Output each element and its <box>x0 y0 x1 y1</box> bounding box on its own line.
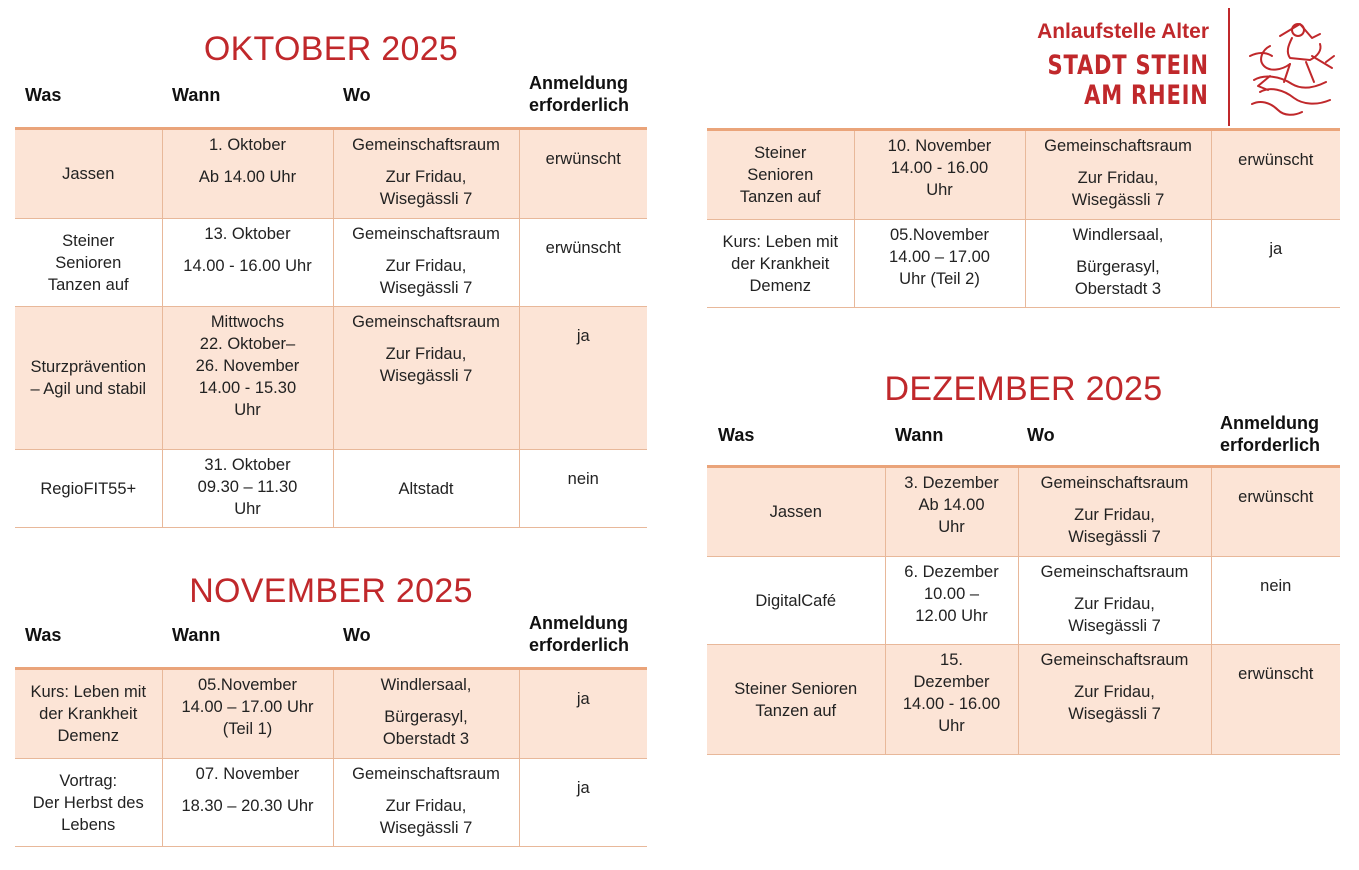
cell-was <box>15 219 162 307</box>
cell-wann <box>162 759 333 847</box>
cell-text-line: 31. Oktober <box>204 456 291 474</box>
cell-text-line: der Krankheit <box>39 705 138 723</box>
cell-wo <box>1018 467 1211 557</box>
cell-text-line: Jassen <box>62 165 115 183</box>
cell-text-line: 14.00 - 15.30 <box>198 379 297 397</box>
header-anmeldung: Anmeldung <box>529 613 628 633</box>
table-oktober <box>15 127 647 528</box>
cell-wann <box>162 450 333 528</box>
cell-text-line: Zur Fridau, <box>385 168 467 186</box>
logo-city-line-2: AM RHEIN <box>1084 80 1209 111</box>
cell-text-line: Gemeinschaftsraum <box>1040 474 1189 492</box>
cell-text-line: Ab 14.00 <box>918 496 985 514</box>
cell-wo <box>333 129 519 219</box>
cell-wo <box>333 759 519 847</box>
header-wann: Wann <box>895 425 944 445</box>
cell-text-line: Uhr <box>938 717 965 735</box>
cell-text-line: 05.November <box>889 226 990 244</box>
cell-text-line: Wisegässli 7 <box>1068 705 1161 723</box>
cell-text-line: DigitalCafé <box>755 591 837 610</box>
cell-text-line: 14.00 – 17.00 Uhr <box>181 698 314 716</box>
cell-text-line: Gemeinschaftsraum <box>1040 651 1189 669</box>
cell-text-line: Kurs: Leben mit <box>30 683 147 701</box>
cell-text-line: ja <box>1269 240 1283 258</box>
table-row <box>707 130 1340 220</box>
cell-wann <box>885 467 1018 557</box>
cell-wann <box>854 220 1025 308</box>
cell-anmeldung <box>519 219 647 307</box>
cell-wann <box>162 129 333 219</box>
cell-text-line: Ab 14.00 Uhr <box>198 168 297 186</box>
cell-anmeldung <box>1211 220 1340 308</box>
header-wann: Wann <box>172 85 221 105</box>
month-title-dezember: DEZEMBER 2025 <box>884 370 1163 408</box>
cell-text-line: 18.30 – 20.30 Uhr <box>181 797 314 815</box>
cell-text-line: 14.00 – 17.00 <box>889 248 990 266</box>
header-wo: Wo <box>343 85 371 105</box>
cell-wann <box>885 645 1018 755</box>
cell-text-line: der Krankheit <box>731 254 830 273</box>
cell-text-line: Demenz <box>749 276 811 295</box>
cell-anmeldung <box>519 129 647 219</box>
cell-anmeldung <box>519 669 647 759</box>
cell-text-line: Tanzen auf <box>739 188 821 206</box>
cell-text-line: Uhr <box>234 401 261 419</box>
cell-text-line: Wisegässli 7 <box>1068 617 1161 635</box>
cell-wann <box>162 307 333 450</box>
header-was: Was <box>25 85 62 105</box>
cell-anmeldung <box>1211 130 1340 220</box>
column-headers-oktober <box>15 72 647 122</box>
table-row <box>15 450 647 528</box>
cell-text-line: 10. November <box>887 137 992 155</box>
cell-text-line: Senioren <box>747 166 814 184</box>
st-george-dragon-crest-icon <box>1240 16 1338 120</box>
table-row <box>707 220 1340 308</box>
cell-anmeldung <box>519 759 647 847</box>
cell-text-line: erwünscht <box>545 150 621 168</box>
month-title-oktober: OKTOBER 2025 <box>203 30 459 68</box>
cell-text-line: Zur Fridau, <box>385 257 467 275</box>
cell-was <box>15 307 162 450</box>
cell-wo <box>333 669 519 759</box>
cell-text-line: Zur Fridau, <box>385 797 467 815</box>
cell-text-line: Wisegässli 7 <box>379 279 473 297</box>
cell-text-line: Demenz <box>57 727 119 745</box>
cell-text-line: Steiner <box>62 231 115 250</box>
cell-was <box>707 645 885 755</box>
cell-text-line: Dezember <box>913 673 990 691</box>
table-row <box>15 759 647 847</box>
cell-text-line: Steiner Senioren <box>734 679 858 698</box>
cell-was <box>15 759 162 847</box>
cell-text-line: Windlersaal, <box>1072 226 1164 244</box>
cell-text-line: 05.November <box>197 676 298 694</box>
cell-text-line: Senioren <box>55 253 122 272</box>
cell-wo <box>333 307 519 450</box>
cell-wo <box>333 219 519 307</box>
cell-text-line: Gemeinschaftsraum <box>1044 137 1192 155</box>
cell-text-line: Bürgerasyl, <box>384 708 468 726</box>
cell-text-line: 09.30 – 11.30 <box>197 478 298 496</box>
cell-text-line: 15. <box>940 651 963 669</box>
cell-text-line: RegioFIT55+ <box>40 479 137 498</box>
cell-text-line: 14.00 - 16.00 <box>902 695 1001 713</box>
cell-text-line: Wisegässli 7 <box>379 819 473 837</box>
month-title-november: NOVEMBER 2025 <box>189 572 473 610</box>
table-row <box>15 307 647 450</box>
header-anmeldung: Anmeldung <box>1220 413 1319 433</box>
cell-was <box>707 557 885 645</box>
cell-wann <box>854 130 1025 220</box>
cell-text-line: Uhr <box>926 181 953 199</box>
logo-divider <box>1228 8 1230 126</box>
cell-text-line: 26. November <box>195 357 300 375</box>
cell-text-line: ja <box>576 690 590 708</box>
cell-text-line: erwünscht <box>1238 488 1314 506</box>
column-headers-november <box>15 612 647 662</box>
table-row <box>707 645 1340 755</box>
cell-text-line: nein <box>1260 577 1292 595</box>
cell-text-line: erwünscht <box>545 239 621 257</box>
cell-text-line: Wisegässli 7 <box>1068 528 1161 546</box>
cell-wo <box>333 450 519 528</box>
cell-text-line: 6. Dezember <box>904 563 999 581</box>
cell-wo <box>1025 130 1211 220</box>
cell-wo <box>1018 557 1211 645</box>
cell-text-line: Bürgerasyl, <box>1076 258 1160 276</box>
cell-wo <box>1025 220 1211 308</box>
table-november <box>15 667 647 847</box>
cell-was <box>15 450 162 528</box>
logo-tagline: Anlaufstelle Alter <box>1037 20 1209 43</box>
cell-text-line: Wisegässli 7 <box>379 190 473 208</box>
cell-text-line: Zur Fridau, <box>1074 506 1155 524</box>
cell-was <box>707 467 885 557</box>
cell-text-line: Windlersaal, <box>380 676 472 694</box>
header-was: Was <box>718 425 755 445</box>
cell-text-line: Zur Fridau, <box>1074 683 1155 701</box>
column-headers-dezember <box>707 412 1340 462</box>
cell-text-line: Kurs: Leben mit <box>722 232 839 251</box>
table-row <box>707 467 1340 557</box>
cell-text-line: 12.00 Uhr <box>915 607 988 625</box>
cell-text-line: Jassen <box>769 503 822 521</box>
cell-anmeldung <box>1211 557 1340 645</box>
cell-was <box>707 130 854 220</box>
cell-text-line: 14.00 - 16.00 <box>890 159 989 177</box>
cell-text-line: Uhr (Teil 2) <box>899 270 980 288</box>
cell-text-line: Altstadt <box>398 479 454 498</box>
cell-anmeldung <box>1211 467 1340 557</box>
cell-text-line: Uhr <box>234 500 261 518</box>
cell-was <box>15 129 162 219</box>
table-dezember <box>707 465 1340 755</box>
cell-text-line: erwünscht <box>1238 665 1314 683</box>
cell-text-line: Uhr <box>938 518 965 536</box>
cell-text-line: Zur Fridau, <box>1074 595 1155 613</box>
cell-was <box>707 220 854 308</box>
cell-text-line: Tanzen auf <box>47 275 129 294</box>
table-row <box>15 669 647 759</box>
cell-text-line: Steiner <box>754 144 807 162</box>
cell-text-line: Tanzen auf <box>755 701 837 720</box>
header-wo: Wo <box>343 625 371 645</box>
cell-text-line: 22. Oktober– <box>199 335 296 353</box>
logo <box>1000 8 1345 128</box>
cell-text-line: Zur Fridau, <box>1077 169 1159 187</box>
cell-text-line: Gemeinschaftsraum <box>352 313 500 331</box>
cell-wo <box>1018 645 1211 755</box>
header-wo: Wo <box>1027 425 1055 445</box>
cell-text-line: Der Herbst des <box>32 793 144 812</box>
cell-text-line: Lebens <box>61 815 116 834</box>
cell-text-line: – Agil und stabil <box>30 380 147 398</box>
cell-text-line: Gemeinschaftsraum <box>352 136 500 154</box>
cell-text-line: nein <box>567 470 599 488</box>
cell-text-line: 3. Dezember <box>904 474 999 492</box>
header-erforderlich: erforderlich <box>1220 435 1321 455</box>
table-row <box>707 557 1340 645</box>
cell-text-line: Zur Fridau, <box>385 345 467 363</box>
cell-text-line: Mittwochs <box>210 313 285 331</box>
logo-city-line-1: STADT STEIN <box>1047 50 1209 81</box>
cell-anmeldung <box>519 307 647 450</box>
cell-wann <box>162 219 333 307</box>
cell-text-line: 14.00 - 16.00 Uhr <box>183 257 312 275</box>
cell-was <box>15 669 162 759</box>
header-anmeldung: Anmeldung <box>529 73 628 93</box>
cell-anmeldung <box>519 450 647 528</box>
header-erforderlich: erforderlich <box>529 635 630 655</box>
cell-text-line: Vortrag: <box>59 771 118 790</box>
cell-text-line: erwünscht <box>1238 151 1314 169</box>
cell-text-line: Oberstadt 3 <box>382 730 470 748</box>
cell-text-line: Sturzprävention <box>30 358 147 376</box>
cell-text-line: (Teil 1) <box>222 720 273 738</box>
cell-wann <box>885 557 1018 645</box>
cell-text-line: Gemeinschaftsraum <box>1040 563 1189 581</box>
cell-text-line: 07. November <box>195 765 300 783</box>
cell-text-line: ja <box>576 327 590 345</box>
cell-wann <box>162 669 333 759</box>
cell-text-line: ja <box>576 779 590 797</box>
table-row <box>15 129 647 219</box>
cell-text-line: 1. Oktober <box>208 136 287 154</box>
cell-text-line: 10.00 – <box>923 585 980 603</box>
cell-text-line: Gemeinschaftsraum <box>352 225 500 243</box>
cell-text-line: Wisegässli 7 <box>1071 191 1165 209</box>
header-was: Was <box>25 625 62 645</box>
header-wann: Wann <box>172 625 221 645</box>
cell-text-line: 13. Oktober <box>204 225 291 243</box>
cell-text-line: Gemeinschaftsraum <box>352 765 500 783</box>
header-erforderlich: erforderlich <box>529 95 630 115</box>
table-november-continued <box>707 128 1340 308</box>
table-row <box>15 219 647 307</box>
cell-anmeldung <box>1211 645 1340 755</box>
cell-text-line: Oberstadt 3 <box>1074 280 1162 298</box>
cell-text-line: Wisegässli 7 <box>379 367 473 385</box>
